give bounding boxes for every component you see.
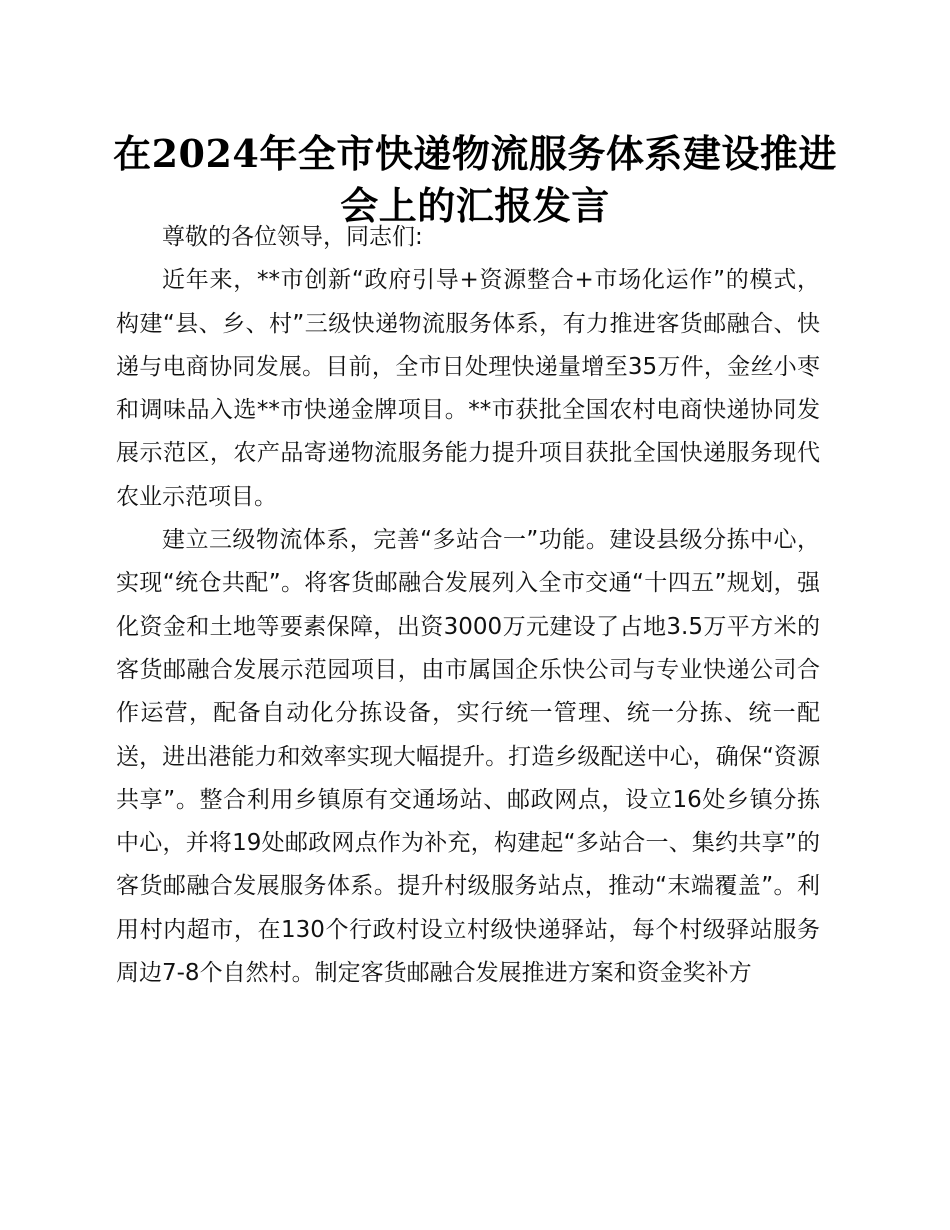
greeting-paragraph: 尊敬的各位领导，同志们: — [162, 224, 423, 250]
document-title: 在2024年全市快递物流服务体系建设推进会上的汇报发言 — [113, 131, 837, 228]
system-paragraph: 建立三级物流体系，完善“多站合一”功能。建设县级分拣中心，实现“统仓共配”。将客货邮融合发展列入全市交通“十四五”规划，强化资金和土地等要素保障，出资3000万元建设了占地3.5万平方米的客货邮融合发展示范园项目，由市属国企乐快公司与专业快递公司合作运营，配备自动化分拣设备，实行统一管理、统一分拣、统一配送，进出港能力和效率实现大幅提升。打造乡级配送中心，确保“资源共享”。整合利用乡镇原有交通场站、邮政网点，设立16处乡镇分拣中心，并将19处邮政网点作为补充，构建起“多站合一、集约共享”的客货邮融合发展服务体系。提升村级服务站点，推动“末端覆盖”。利用村内超市，在130个行政村设立村级快递驿站，每个村级驿站服务周边7-8个自然村。制定客货邮融合发展推进方案和资金奖补方 — [116, 527, 820, 987]
intro-paragraph: 近年来，**市创新“政府引导+资源整合+市场化运作”的模式，构建“县、乡、村”三级快递物流服务体系，有力推进客货邮融合、快递与电商协同发展。目前，全市日处理快递量增至35万件，金丝小枣和调味品入选**市快递金牌项目。**市获批全国农村电商快递协同发展示范区，农产品寄递物流服务能力提升项目获批全国快递服务现代农业示范项目。 — [116, 267, 820, 510]
document-body — [116, 216, 820, 995]
